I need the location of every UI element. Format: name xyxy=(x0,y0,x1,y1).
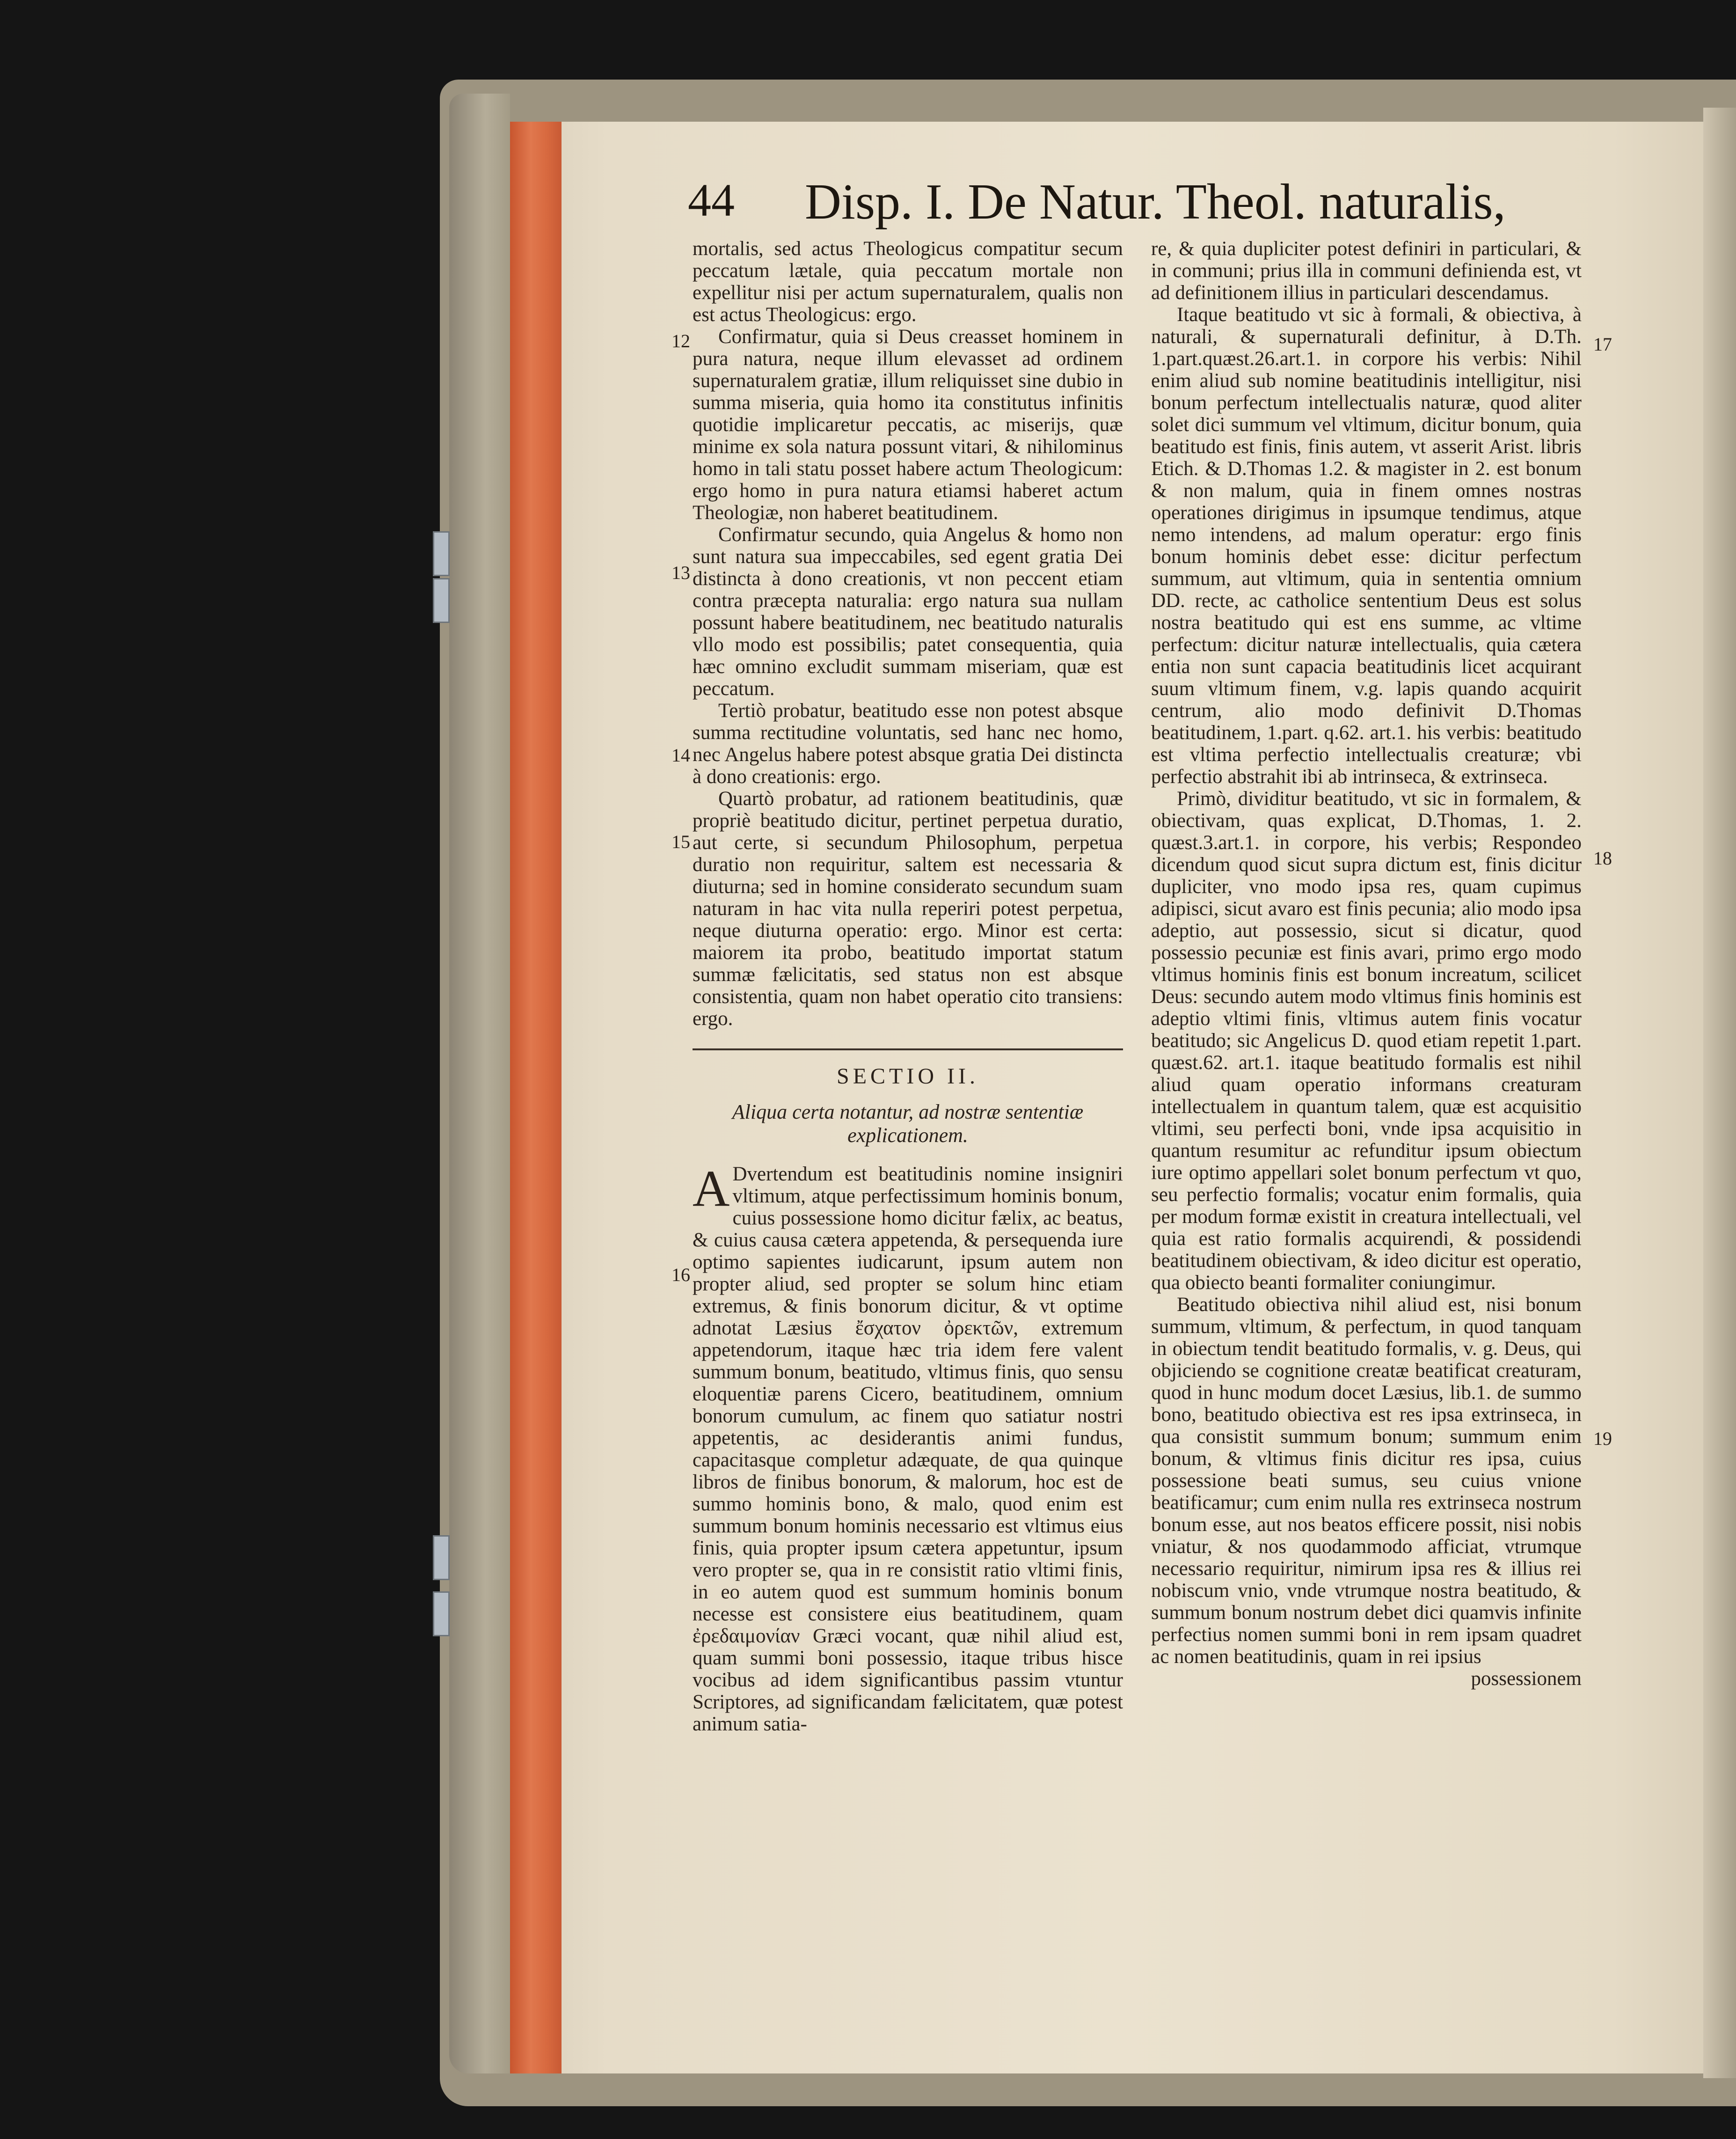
section-rule xyxy=(693,1048,1123,1050)
margin-number: 15 xyxy=(671,831,690,852)
red-page-edges xyxy=(510,122,562,2073)
paragraph: Tertiò probatur, beatitudo esse non potest absque summa rectitudine voluntatis, sed hanc nec homo, nec Angelus habere potest absque gratia Dei distincta à dono creationis: ergo. xyxy=(693,700,1123,788)
page-number: 44 xyxy=(688,174,735,226)
paragraph: re, & quia dupliciter potest definiri in particulari, & in communi; prius illa in communi definienda est, vt ad definitionem illius in particulari descendamus. xyxy=(1151,238,1582,304)
book-spine-edge xyxy=(449,94,510,2073)
paragraph: ADvertendum est beatitudinis nomine insigniri vltimum, atque perfectissimum hominis bonum, cuius possessione homo dicitur fælix, ac beatus, & cuius causa cætera appetenda, & persequenda iure optimo sapientes iudicarunt, ipsum autem non propter aliud, sed propter se solum hinc etiam extremus, & finis bonorum dicitur, & vt optime adnotat Læsius ἔσχατον ὀρεκτῶν, extremum appetendorum, itaque hæc tria idem fere valent summum bonum, beatitudo, vltimus finis, quo sensu eloquentiæ parens Cicero, beatitudinem, omnium bonorum cumulum, ac finem quo satiatur nostri appetentis, ac desiderantis animi fundus, capacitasque completur adæquate, de qua quinque libros de finibus bonorum, & malorum, hoc est de summo hominis bono, & malo, quod enim est summum bonum hominis necessario est vltimus eius finis, quia propter ipsum cætera appetuntur, ipsum vero propter se, qua in re consistit ratio vltimi finis, in eo autem quod est summum hominis bonum necesse est consistere eius beatitudinem, quam ἐρεδαιμονίαν Græci vocant, quæ nihil aliud est, quam summi boni possessio, itaque tribus hisce vocibus ad idem significantibus passim vtuntur Scriptores, ad significandam fælicitatem, quæ potest animum satia- xyxy=(693,1160,1123,1735)
right-column xyxy=(1151,238,1582,1690)
paragraph: Beatitudo obiectiva nihil aliud est, nisi bonum summum, vltimum, & perfectum, in quod tanquam in obiectum tendit beatitudo formalis, v. g. Deus, qui objiciendo se cognitione creatæ beatificat creaturam, quod in hunc modum docet Læsius, lib.1. de summo bono, beatitudo obiectiva est res ipsa extrinseca, in qua consistit summum bonum; summum enim bonum, & vltimus finis dicitur res ipsa, cuius possessione beati sumus, seu cuius vnione beatificamur; cum enim nulla res extrinseca nostrum bonum esse, aut nos beatos efficere possit, nisi nobis vniatur, & nos quodammodo afficiat, vtrumque necessario requiritur, nimirum ipsa res & illius rei nobiscum vnio, vnde vtrumque nostra beatitudo, & summum bonum nostrum debet dici quamvis infinite perfectius nomen summi boni in rem ipsam quadret ac nomen beatitudinis, quam in rei ipsius xyxy=(1151,1294,1582,1668)
margin-number: 12 xyxy=(671,330,690,352)
margin-number: 17 xyxy=(1593,334,1612,355)
margin-number: 19 xyxy=(1593,1428,1612,1449)
page-gutter xyxy=(1703,108,1736,2078)
section-subtitle: Aliqua certa notantur, ad nostræ sententiæ explicationem. xyxy=(732,1100,1084,1147)
clasp-icon xyxy=(433,1591,450,1636)
left-column xyxy=(693,238,1123,1735)
clasp-icon xyxy=(433,1535,450,1580)
clasp-icon xyxy=(433,578,450,623)
paragraph: Confirmatur, quia si Deus creasset hominem in pura natura, neque illum elevasset ad ordinem supernaturalem gratiæ, illum reliquisset sine dubio in summa miseria, quia homo ita constitutus infinitis quotidie implicaretur peccatis, ac miserijs, quæ minime ex sola natura possunt vitari, & nihilominus homo in tali statu posset habere actum Theologicum: ergo homo in pura natura etiamsi haberet actum Theologiæ, non haberet beatitudinem. xyxy=(693,326,1123,524)
paragraph: Primò, dividitur beatitudo, vt sic in formalem, & obiectivam, quas explicat, D.Thomas, 1. 2. quæst.3.art.1. in corpore, his verbis; Respondeo dicendum quod sicut supra dictum est, finis dicitur dupliciter, vno modo ipsa res, quam cupimus adipisci, sicut avaro est finis pecunia; alio modo ipsa adeptio, aut possessio, sicut si dicatur, quod possessio pecuniæ est finis avari, primo ergo modo vltimus hominis finis est bonum increatum, scilicet Deus: secundo autem modo vltimus finis hominis est adeptio vltimi finis, vltimus autem finis vocatur beatitudo; sic Angelicus D. quod etiam repetit 1.part. quæst.62. art.1. itaque beatitudo formalis est nihil aliud quam operatio informans creaturam intellectualem in quantum talem, quæ est acquisitio vltimi, seu perfecti boni, vnde ipsa acquisitio in quantum resumitur ac refunditur ipsum obiectum iure optimo appellari solet bonum perfectum vt quo, seu perfectio formalis; vocatur enim formalis, quia per modum formæ existit in creatura intellectuali, vel quia est ratio formalis acquirendi, & possidendi beatitudinem obiectivam, & ideo dicitur est operatio, qua obiecto beanti formaliter coniungimur. xyxy=(1151,788,1582,1294)
running-head xyxy=(688,173,1568,243)
margin-number: 13 xyxy=(671,562,690,583)
paragraph: mortalis, sed actus Theologicus compatitur secum peccatum lætale, quia peccatum mortale non expellitur nisi per actum supernaturalem, qualis non est actus Theologicus: ergo. xyxy=(693,238,1123,326)
paragraph: Confirmatur secundo, quia Angelus & homo non sunt natura sua impeccabiles, sed egent gratia Dei distincta à dono creationis, vt non peccent etiam contra præcepta naturalia: ergo natura sua nullam possunt habere beatitudinem, nec beatitudo naturalis vllo modo est possibilis; patet consequentia, quia hæc omnino excludit summam miseriam, quæ est peccatum. xyxy=(693,524,1123,700)
margin-number: 14 xyxy=(671,745,690,766)
margin-number: 18 xyxy=(1593,848,1612,869)
margin-number: 16 xyxy=(671,1264,690,1285)
catchword: possessionem xyxy=(1471,1668,1582,1690)
paragraph: Quartò probatur, ad rationem beatitudinis, quæ propriè beatitudo dicitur, pertinet perpetua duratio, aut certe, si secundum Philosophum, perpetua duratio non requiritur, saltem est necessaria & diuturna; sed in homine considerato secundum suam naturam in hac vita nulla reperiri potest perpetua, neque diuturna operatio: ergo. Minor est certa: maiorem ita probo, beatitudo importat statum summæ fælicitatis, sed status non est absque consistentia, quam non habet operatio cito transiens: ergo. xyxy=(693,788,1123,1030)
paragraph: Itaque beatitudo vt sic à formali, & obiectiva, à naturali, & supernaturali definitur, à D.Th. 1.part.quæst.26.art.1. in corpore his verbis: Nihil enim aliud sub nomine beatitudinis intelligitur, nisi bonum perfectum intellectualis naturæ, quod aliter solet dici summum vel vltimum, dicitur bonum, quia beatitudo est finis, finis autem, vt asserit Arist. libris Etich. & D.Thomas 1.2. & magister in 2. est bonum & non malum, quia in finem omnes nostras operationes dirigimus in ipsumque tendimus, atque nemo intendens, ad malum operatur: ergo finis bonum hominis debet esse: dicitur perfectum summum, aut vltimum, quia in sententia omnium DD. recte, ac catholice sententium Deus est solus nostra beatitudo qui est ens summe, ac vltime perfectum: dicitur naturæ intellectualis, quia cætera entia non sunt capacia beatitudinis licet acquirant suum vltimum finem, v.g. lapis quando acquirit centrum, alio modo definivit D.Thomas beatitudinem, 1.part. q.62. art.1. his verbis: beatitudo est vltima perfectio intellectualis creaturæ; vbi perfectio abstrahit ibi ab intrinseca, & extrinseca. xyxy=(1151,304,1582,788)
clasp-icon xyxy=(433,531,450,576)
running-title: Disp. I. De Natur. Theol. naturalis, xyxy=(805,174,1506,230)
section-title: SECTIO II. xyxy=(837,1064,979,1089)
